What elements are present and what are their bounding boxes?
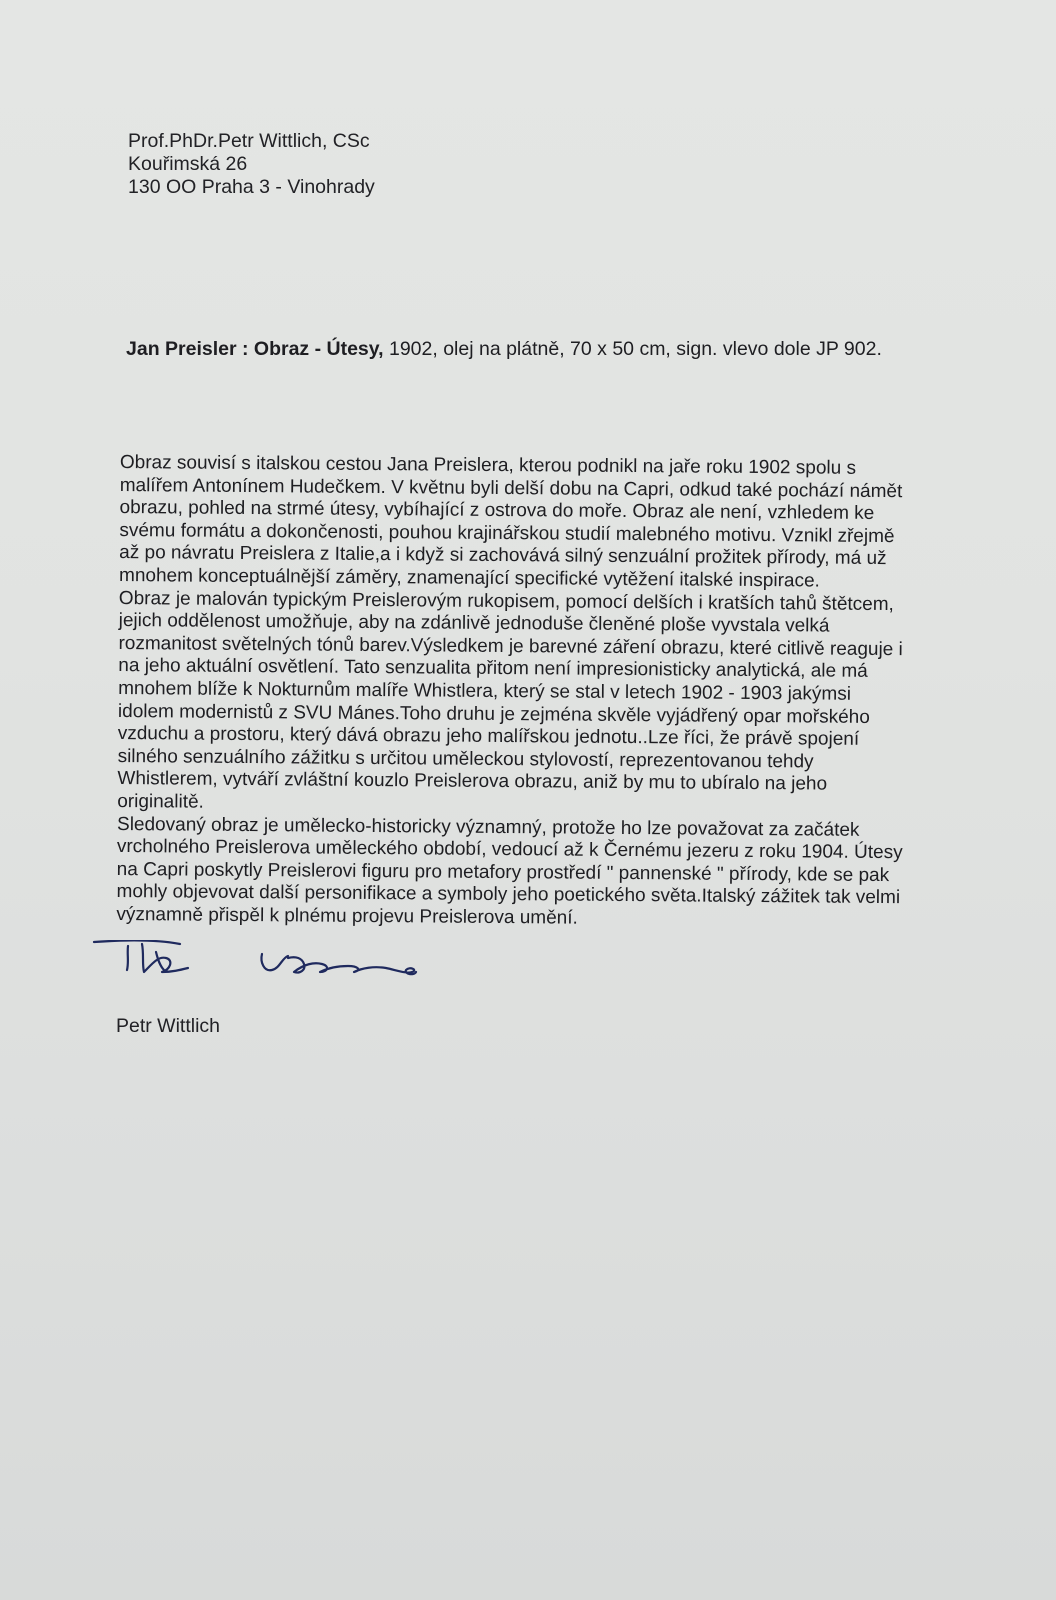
sender-name: Prof.PhDr.Petr Wittlich, CSc	[128, 130, 370, 152]
sender-city: 130 OO Praha 3 - Vinohrady	[128, 176, 375, 198]
body-line: Sledovaný obraz je umělecko-historicky významný, protože ho lze považovat za začátek	[116, 813, 860, 841]
body-line: mnohem konceptuálnější záměry, znamenající specifické vytěžení italské inspirace.	[118, 564, 820, 592]
body-line: originalitě.	[117, 790, 204, 813]
body-line: až po návratu Preislera z Italie,a i když si zachovává silný senzuální prožitek přírody, má už	[119, 542, 887, 570]
handwritten-signature	[92, 940, 432, 1002]
artwork-title: Jan Preisler : Obraz - Útesy,	[126, 338, 384, 360]
body-line: svému formátu a dokončenosti, pouhou krajinářskou studií malebného motivu. Vznikl zřejmě	[119, 519, 895, 547]
body-line: malířem Antonínem Hudečkem. V květnu byli delší dobu na Capri, odkud také pochází námět	[119, 474, 903, 502]
body-line: silného senzuálního zážitku s určitou uměleckou stylovostí, reprezentovanou tehdy	[117, 745, 814, 773]
body-line: významně přispěl k plnému projevu Preislerova umění.	[116, 903, 578, 929]
body-line: na Capri poskytly Preislerovi figuru pro metafory prostředí " pannenské " přírody, kde se pak	[116, 858, 890, 886]
body-line: mnohem blíže k Nokturnům malíře Whistlera, který se stal v letech 1902 - 1903 jakýmsi	[118, 677, 852, 705]
body-line: vzduchu a prostoru, který dává obrazu jeho malířskou jednotu..Lze říci, že právě spojení	[117, 723, 860, 750]
body-line: idolem modernistů z SVU Mánes.Toho druhu je zejména skvěle vyjádřený opar mořského	[117, 700, 870, 728]
sender-street: Kouřimská 26	[128, 153, 248, 175]
body-line: mohly objevovat další personifikace a symboly jeho poetického světa.Italský zážitek tak velmi	[116, 881, 901, 909]
body-line: vrcholného Preislerova uměleckého období, vedoucí až k Černému jezeru z roku 1904. Útesy	[116, 836, 903, 864]
artwork-title-line	[126, 338, 882, 361]
letter-body	[116, 452, 1000, 933]
body-line: Obraz souvisí s italskou cestou Jana Preislera, kterou podnikl na jaře roku 1902 spolu s	[119, 452, 857, 479]
body-line: Obraz je malován typickým Preislerovým rukopisem, pomocí delších i kratších tahů štětcem,	[118, 587, 894, 615]
body-line: Whistlerem, vytváří zvláštní kouzlo Preislerova obrazu, aniž by mu to ubíralo na jeho	[117, 768, 828, 795]
body-line: jejich oddělenost umožňuje, aby na zdánlivě jednoduše členěné ploše vyvstala velká	[118, 610, 830, 637]
signatory-name: Petr Wittlich	[116, 1015, 221, 1037]
sender-address	[128, 130, 375, 199]
body-line: obrazu, pohled na strmé útesy, vybíhající z ostrova do moře. Obraz ale není, vzhledem ke	[119, 497, 875, 525]
body-line: rozmanitost světelných tónů barev.Výsledkem je barevné záření obrazu, které citlivě reaguje i	[118, 632, 903, 660]
artwork-details: 1902, olej na plátně, 70 x 50 cm, sign. vlevo dole JP 902.	[383, 338, 882, 360]
body-line: na jeho aktuální osvětlení. Tato senzualita přitom není impresionisticky analytická, ale má	[118, 655, 868, 683]
